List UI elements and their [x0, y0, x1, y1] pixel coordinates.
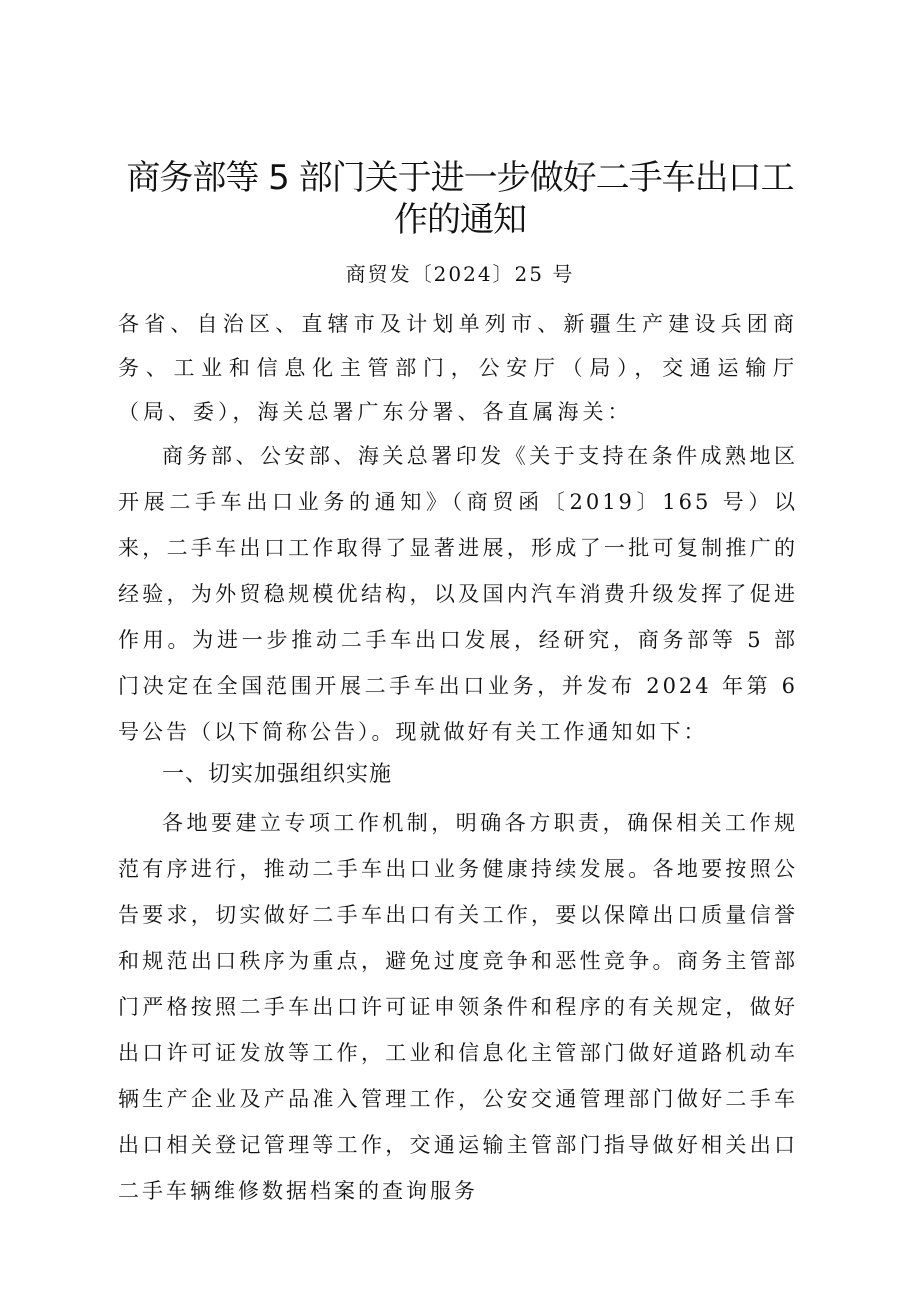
body-paragraph-2: 各地要建立专项工作机制，明确各方职责，确保相关工作规范有序进行，推动二手车出口业务健康持续发展。各地要按照公告要求，切实做好二手车出口有关工作，要以保障出口质量信誉和规范出口秩序为重点，避免过度竞争和恶性竞争。商务主管部门严格按照二手车出口许可证申领条件和程序的有关规定，做好出口许可证发放等工作，工业和信息化主管部门做好道路机动车辆生产企业及产品准入管理工作，公安交通管理部门做好二手车出口相关登记管理等工作，交通运输主管部门指导做好相关出口二手车辆维修数据档案的查询服务	[118, 811, 798, 1203]
body-paragraph-1: 商务部、公安部、海关总署印发《关于支持在条件成熟地区开展二手车出口业务的通知》（商贸函〔2019〕165 号）以来，二手车出口工作取得了显著进展，形成了一批可复制推广的经验，为外贸稳规模优结构，以及国内汽车消费升级发挥了促进作用。为进一步推动二手车出口发展，经研究，商务部等 5 部门决定在全国范围开展二手车出口业务，并发布 2024 年第 6 号公告（以下简称公告）。现就做好有关工作通知如下：	[118, 444, 798, 744]
document-title-line-2: 作的通知	[394, 200, 526, 240]
section-heading-1: 一、切实加强组织实施	[162, 762, 393, 787]
addressee-paragraph: 各省、自治区、直辖市及计划单列市、新疆生产建设兵团商务、工业和信息化主管部门，公安厅（局），交通运输厅（局、委），海关总署广东分署、各直属海关：	[118, 312, 798, 424]
document-title-line-1: 商务部等 5 部门关于进一步做好二手车出口工	[126, 158, 794, 198]
document-number: 商贸发〔2024〕25 号	[345, 262, 575, 286]
